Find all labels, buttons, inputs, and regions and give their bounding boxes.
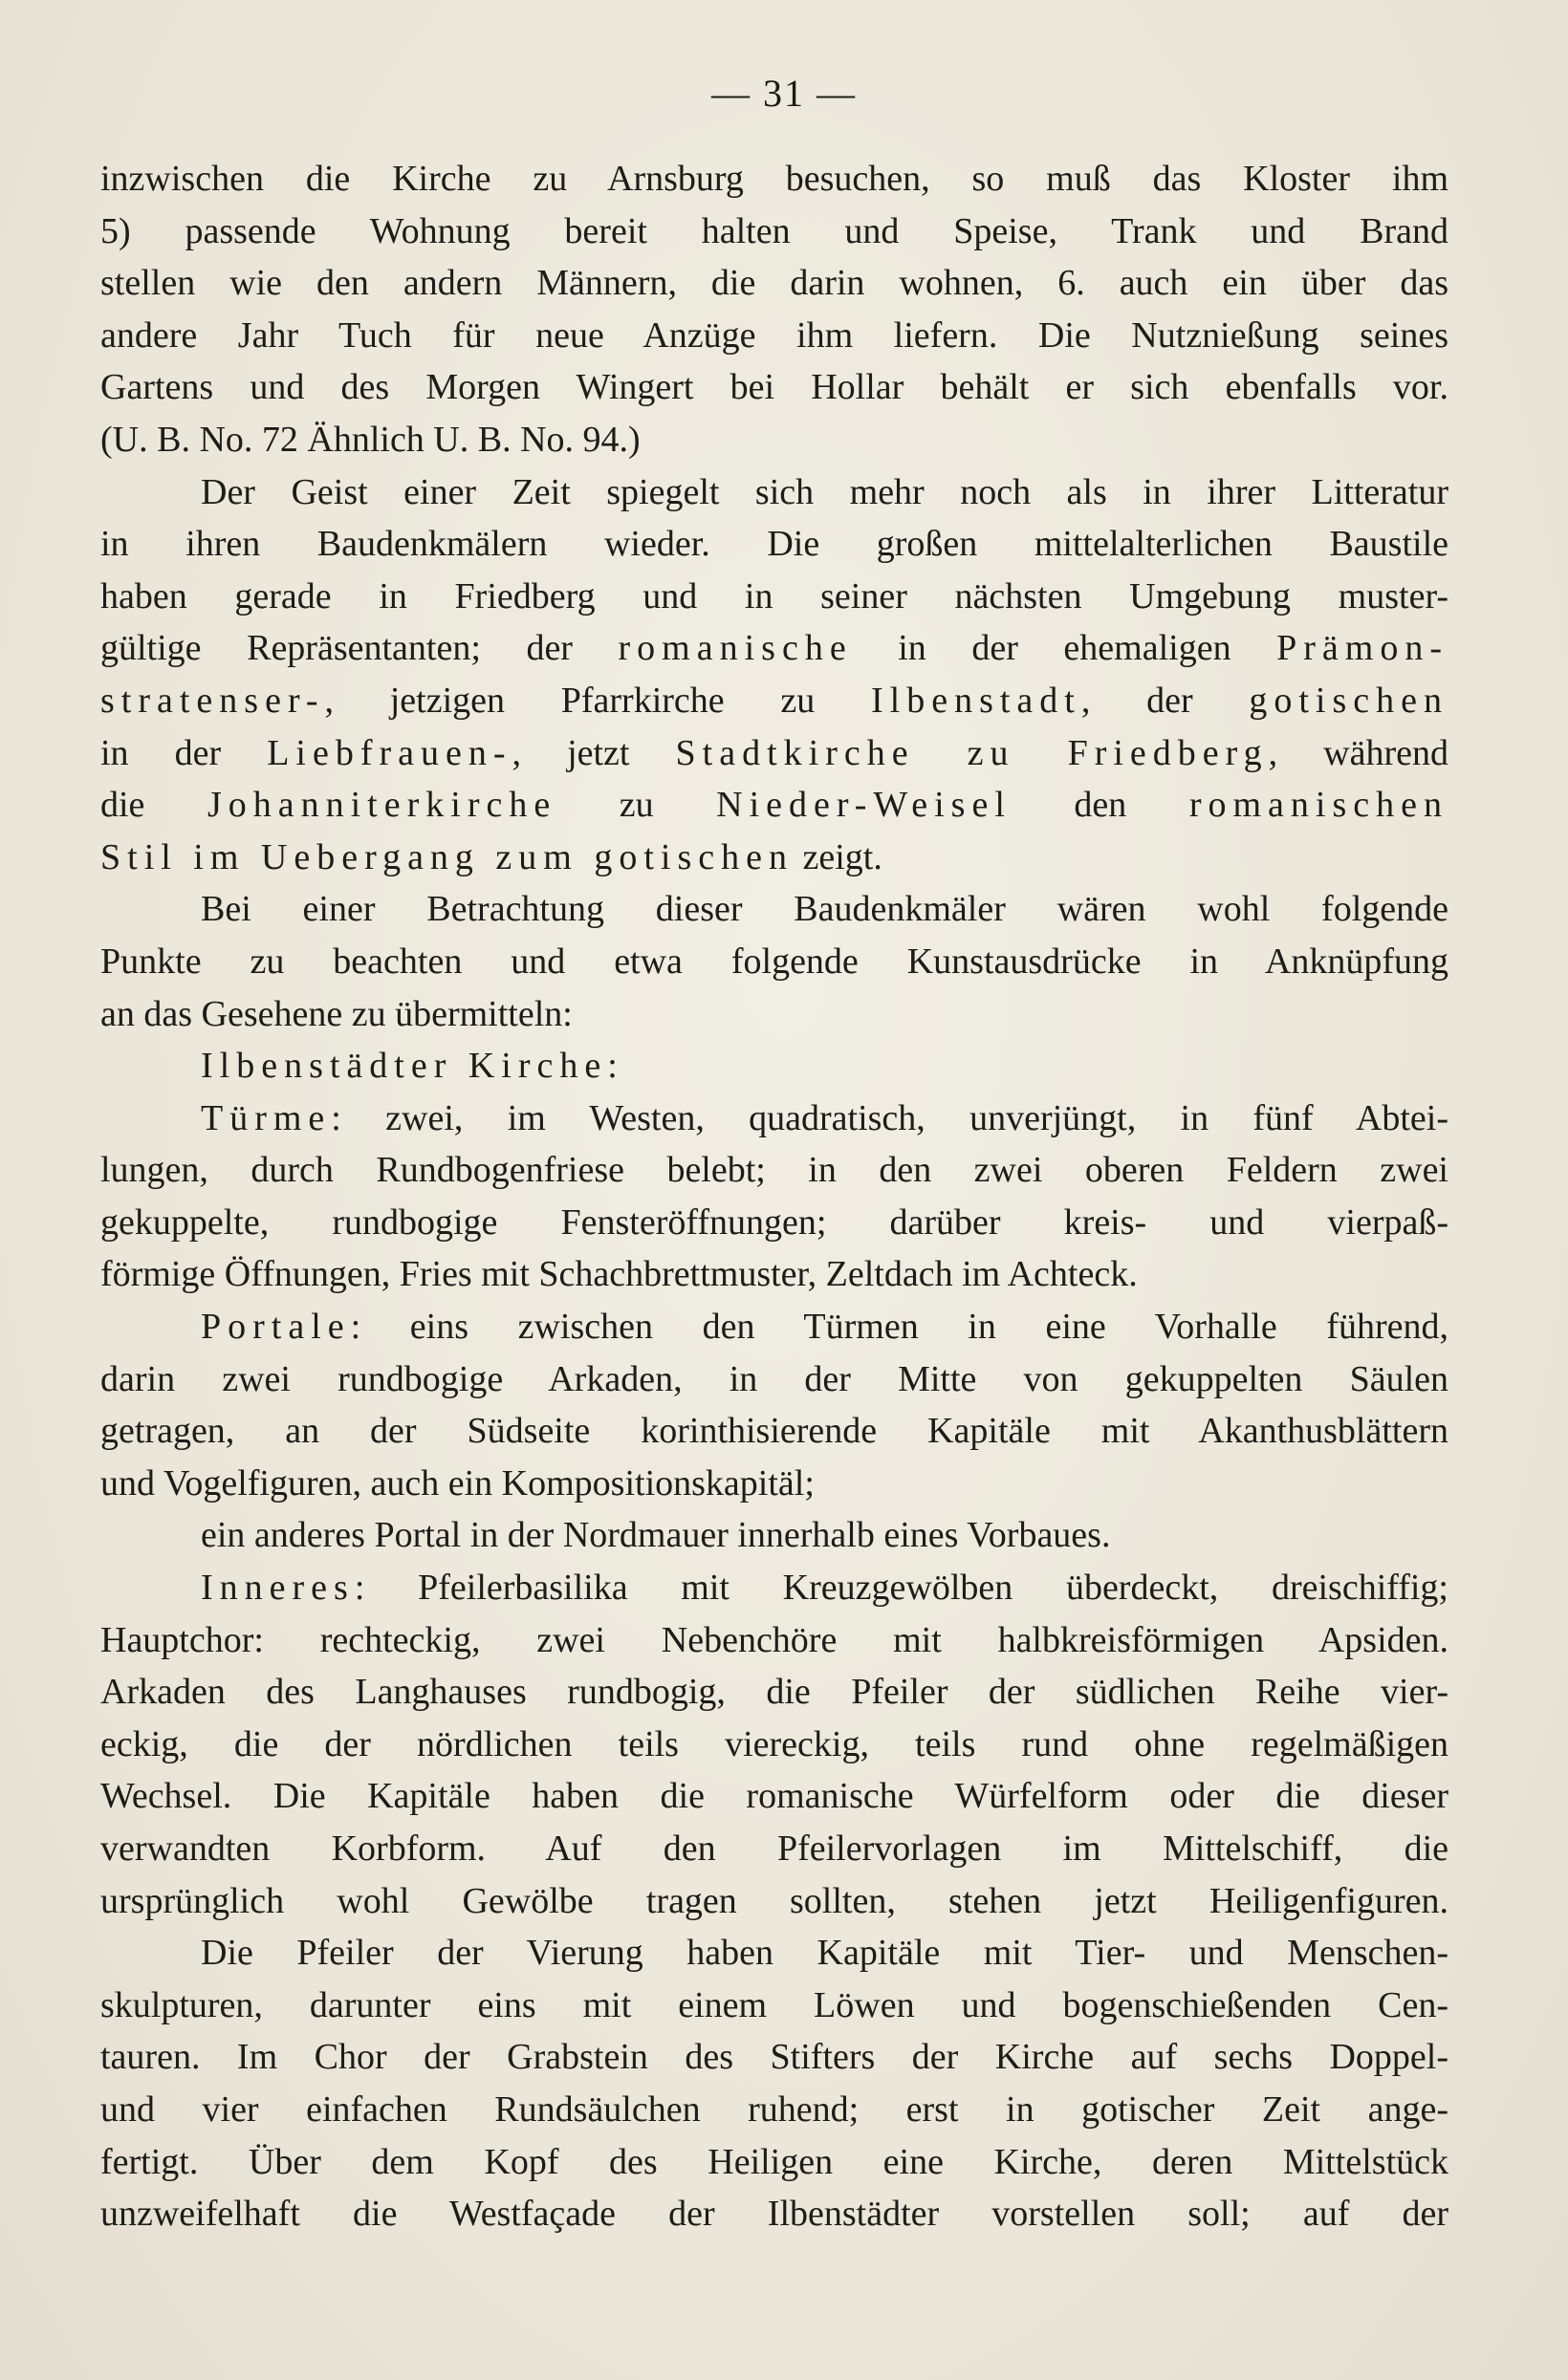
spaced-term: Johanniterkirche [207,785,557,826]
text-line: unzweifelhaft die Westfaçade der Ilbenstädter vorstellen soll; auf der [100,2194,1448,2235]
text-line: eckig, die der nördlichen teils viereckig, teils rund ohne regelmäßigen [100,1723,1448,1764]
text-line: die Johanniterkirche zu Nieder-Weisel den romanischen [100,785,1448,826]
text-line: fertigt. Über dem Kopf des Heiligen eine Kirche, deren Mittelstück [100,2141,1448,2182]
text-line: stellen wie den andern Männern, die darin wohnen, 6. auch ein über das [100,263,1448,304]
text-line: Hauptchor: rechteckig, zwei Nebenchöre mit halbkreisförmigen Apsiden. [100,1619,1448,1660]
spaced-term: Stil im Uebergang zum gotischen [100,836,794,877]
spaced-term: romanische [618,628,853,669]
spaced-term: Portale [201,1307,351,1348]
text-line: (U. B. No. 72 Ähnlich U. B. No. 94.) [100,419,641,460]
section-heading: Ilbenstädter Kirche: [201,1046,624,1087]
text-line: gekuppelte, rundbogige Fensteröffnungen; darüber kreis- und vierpaß- [100,1201,1448,1243]
text-line: in der Liebfrauen-, jetzt Stadtkirche zu Friedberg, während [100,732,1448,773]
text-line: Gartens und des Morgen Wingert bei Hollar behält er sich ebenfalls vor. [100,367,1448,408]
text-line: verwandten Korbform. Auf den Pfeilervorlagen im Mittelschiff, die [100,1828,1448,1869]
spaced-term: Nieder-Weisel [716,785,1012,826]
text-line: getragen, an der Südseite korinthisierende Kapitäle mit Akanthusblättern [100,1411,1448,1452]
text-line: Stil im Uebergang zum gotischen zeigt. [100,836,882,877]
text-line: Portale: eins zwischen den Türmen in eine Vorhalle führend, [201,1307,1448,1348]
text-line: förmige Öffnungen, Fries mit Schachbrettmuster, Zeltdach im Achteck. [100,1254,1138,1295]
page-number: — 31 — [711,72,857,115]
text-line: ein anderes Portal in der Nordmauer innerhalb eines Vorbaues. [201,1515,1111,1556]
text-line: Punkte zu beachten und etwa folgende Kunstausdrücke in Anknüpfung [100,941,1448,982]
text-line: haben gerade in Friedberg und in seiner nächsten Umgebung muster- [100,575,1448,617]
text-line: tauren. Im Chor der Grabstein des Stifters der Kirche auf sechs Doppel- [100,2037,1448,2078]
text-line: Die Pfeiler der Vierung haben Kapitäle mit Tier- und Menschen- [201,1933,1448,1974]
text-line: in ihren Baudenkmälern wieder. Die großen mittelalterlichen Baustile [100,524,1448,565]
text-line: Türme: zwei, im Westen, quadratisch, unverjüngt, in fünf Abtei- [201,1097,1448,1138]
text-line: skulpturen, darunter eins mit einem Löwen und bogenschießenden Cen- [100,1984,1448,2025]
text-line: darin zwei rundbogige Arkaden, in der Mitte von gekuppelten Säulen [100,1358,1448,1399]
text-line: ursprünglich wohl Gewölbe tragen sollten, stehen jetzt Heiligenfiguren. [100,1880,1448,1921]
spaced-term: Stadtkirche zu Friedberg [675,732,1269,773]
spaced-term: Prämon- [1276,628,1448,669]
text-line: stratenser-, jetzigen Pfarrkirche zu Ilbenstadt, der gotischen [100,680,1448,721]
spaced-term: Ilbenstadt [871,680,1081,721]
body-text [100,153,1448,2240]
text-line: Wechsel. Die Kapitäle haben die romanische Würfelform oder die dieser [100,1776,1448,1817]
text-line: inzwischen die Kirche zu Arnsburg besuchen, so muß das Kloster ihm [100,159,1448,199]
text-line: Inneres: Pfeilerbasilika mit Kreuzgewölben überdeckt, dreischiffig; [201,1568,1448,1609]
spaced-term: gotischen [1249,680,1448,721]
text-line: Bei einer Betrachtung dieser Baudenkmäler wären wohl folgende [201,889,1448,930]
text-line: und vier einfachen Rundsäulchen ruhend; erst in gotischer Zeit ange- [100,2088,1448,2130]
text-line: an das Gesehene zu übermitteln: [100,993,573,1034]
spaced-term: Inneres [201,1568,355,1609]
text-line: 5) passende Wohnung bereit halten und Speise, Trank und Brand [100,210,1448,251]
text-line: Der Geist einer Zeit spiegelt sich mehr noch als in ihrer Litteratur [201,471,1448,512]
text-line: und Vogelfiguren, auch ein Kompositionskapitäl; [100,1462,815,1504]
text-line: andere Jahr Tuch für neue Anzüge ihm liefern. Die Nutznießung seines [100,314,1448,356]
spaced-term: romanischen [1188,785,1448,826]
text-line: lungen, durch Rundbogenfriese belebt; in den zwei oberen Feldern zwei [100,1150,1448,1191]
spaced-term: stratenser- [100,680,325,721]
spaced-term: Türme [201,1097,332,1138]
spaced-term: Liebfrauen- [267,732,512,773]
text-line: gültige Repräsentanten; der romanische in der ehemaligen Prämon- [100,628,1448,669]
text-line: Arkaden des Langhauses rundbogig, die Pfeiler der südlichen Reihe vier- [100,1672,1448,1713]
